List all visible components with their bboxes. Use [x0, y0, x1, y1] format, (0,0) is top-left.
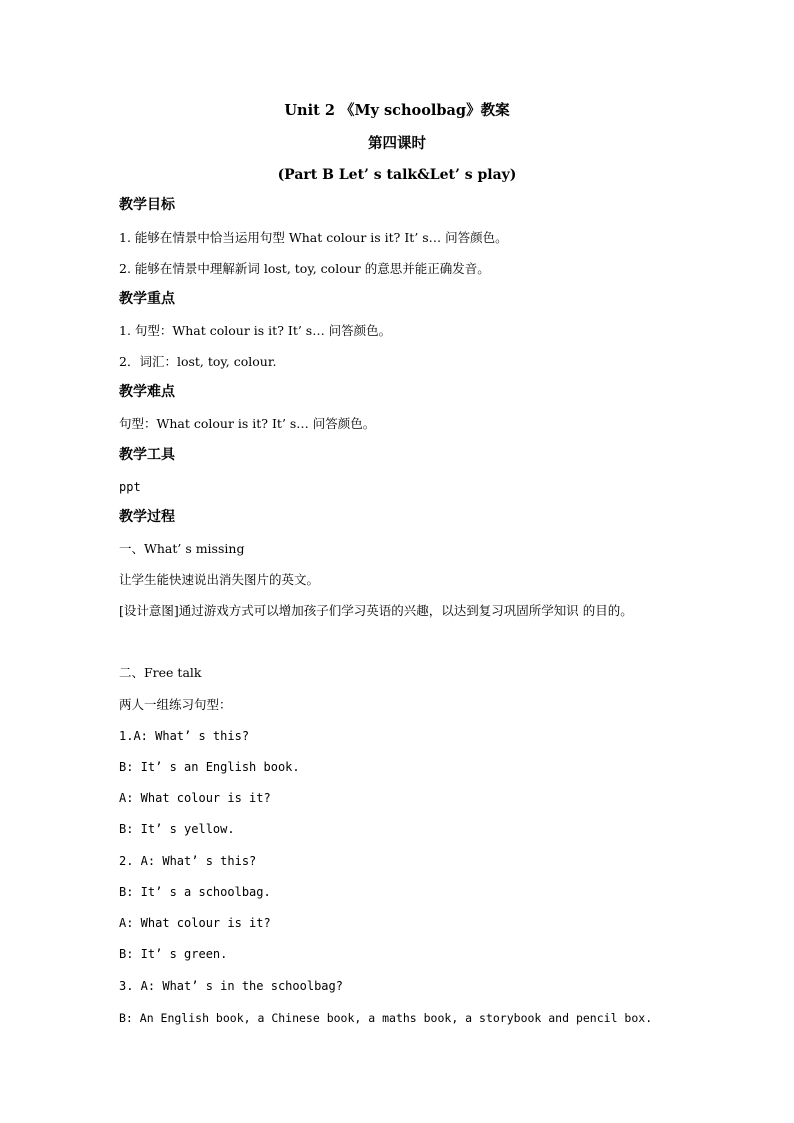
objective-1: 1. 能够在情景中恰当运用句型 What colour is it? It’ s… 问答颜色。: [119, 230, 508, 245]
key-point-2: 2．词汇：lost, toy, colour.: [119, 354, 277, 369]
dialogue-line: A: What colour is it?: [119, 791, 271, 805]
lesson-number: 第四课时: [368, 135, 426, 152]
lesson-part: (Part B Let’ s talk&Let’ s play): [277, 167, 517, 183]
dialogue-line: B: It’ s a schoolbag.: [119, 885, 271, 899]
document-title: Unit 2 《My schoolbag》教案: [284, 102, 510, 119]
step-2-text: 两人一组练习句型：: [119, 697, 232, 712]
dialogue-line: A: What colour is it?: [119, 916, 271, 930]
dialogue-line: 2. A: What’ s this?: [119, 854, 257, 868]
difficult-point-1: 句型：What colour is it? It’ s… 问答颜色。: [119, 416, 376, 431]
objectives-heading: 教学目标: [119, 197, 175, 213]
dialogue-line: B: It’ s green.: [119, 947, 228, 961]
step-1-design-intent: [设计意图]通过游戏方式可以增加孩子们学习英语的兴趣，以达到复习巩固所学知识 的目的。: [119, 603, 633, 618]
tools-heading: 教学工具: [119, 447, 175, 463]
process-heading: 教学过程: [119, 509, 175, 525]
dialogue-line: B: It’ s yellow.: [119, 822, 235, 836]
key-point-1: 1. 句型：What colour is it? It’ s… 问答颜色。: [119, 323, 392, 338]
dialogue-line: B: An English book, a Chinese book, a maths book, a storybook and pencil box.: [119, 1011, 653, 1025]
step-1-title: 一、What’ s missing: [119, 541, 245, 556]
dialogue-line: 1.A: What’ s this?: [119, 729, 250, 743]
key-points-heading: 教学重点: [119, 291, 175, 307]
dialogue-line: 3. A: What’ s in the schoolbag?: [119, 979, 343, 993]
tools-item: ppt: [119, 480, 141, 494]
dialogue-line: B: It’ s an English book.: [119, 760, 300, 774]
objective-2: 2. 能够在情景中理解新词 lost, toy, colour 的意思并能正确发音。: [119, 261, 490, 276]
step-2-title: 二、Free talk: [119, 665, 202, 680]
difficult-points-heading: 教学难点: [119, 384, 175, 400]
step-1-text: 让学生能快速说出消失图片的英文。: [119, 572, 320, 587]
